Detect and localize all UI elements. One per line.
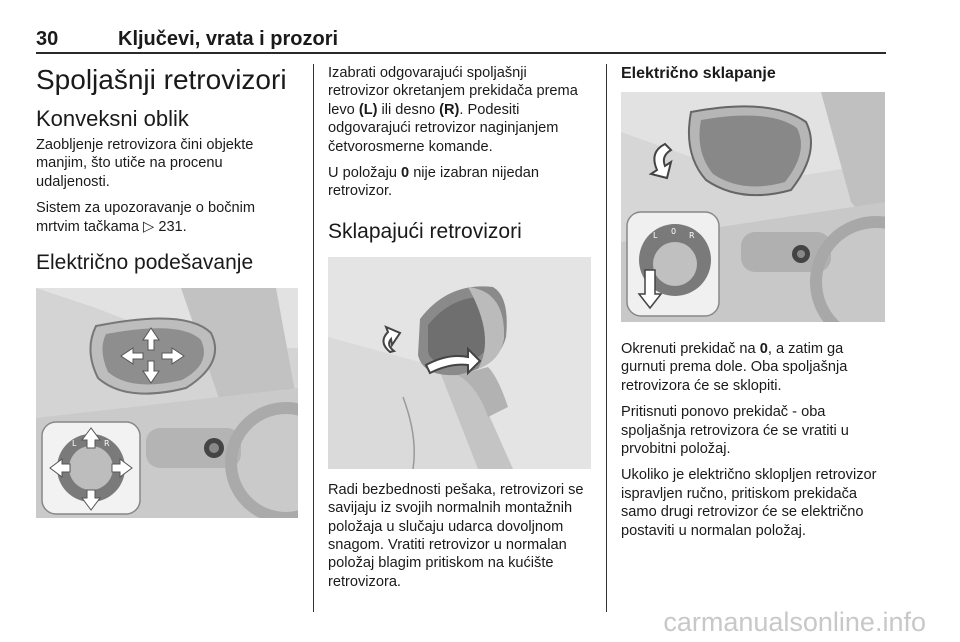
paragraph [36, 199, 298, 236]
paragraph [328, 64, 591, 156]
paragraph [621, 340, 885, 395]
section-heading: Sklapajući retrovizori [328, 219, 522, 243]
switch-label-zero: 0 [671, 227, 677, 236]
column-2 [328, 64, 591, 599]
column-3 [621, 64, 885, 548]
column-divider [606, 64, 607, 612]
paragraph: Zaobljenje retrovizora čini objekte manjim, što utiče na procenu udaljenosti. [36, 137, 254, 190]
section-heading: Spoljašnji retrovizori [36, 64, 287, 95]
watermark: carmanualsonline.info [663, 607, 926, 637]
switch-label-right: R [689, 231, 695, 240]
subsection-heading: Električno sklapanje [621, 65, 776, 82]
column-divider [313, 64, 314, 612]
paragraph: Ukoliko je električno sklopljen retrovizor ispravljen ručno, pritiskom prekidača samo drugi retrovizor će se električno postaviti u normalan položaj. [621, 467, 877, 539]
text-bold: 0 [401, 165, 410, 182]
text: Izabrati odgovarajući spoljašnji retrovizor okretanjem prekidača prema levo [328, 65, 578, 118]
text: nije izabran nijedan retrovizor. [328, 165, 539, 200]
page-ref-arrow-icon: ▷ [143, 218, 155, 235]
subsection-heading: Konveksni oblik [36, 106, 189, 131]
text-bold: 0 [759, 341, 768, 357]
page-header [36, 28, 886, 54]
chapter-title: Ključevi, vrata i prozori [118, 28, 339, 50]
page-number: 30 [36, 28, 59, 50]
section-heading: Električno podešavanje [36, 251, 254, 275]
column-1 [36, 64, 298, 518]
mirror-adjust-illustration [36, 288, 298, 518]
page-ref-link[interactable]: 231. [158, 218, 187, 235]
switch-label-left: L [72, 439, 77, 449]
paragraph [328, 164, 591, 201]
text: Okrenuti prekidač na [621, 341, 760, 357]
switch-label-left: L [653, 231, 658, 240]
paragraph: Radi bezbednosti pešaka, retrovizori se savijaju iz svojih normalnih montažnih položaja u slučaju udarca dovoljnom snagom. Vratiti retrovizor u normalan položaj blagim pritiskom na kućište retrovizora. [328, 481, 584, 590]
folding-mirror-illustration [328, 257, 591, 469]
text: , a zatim ga gurnuti prema dole. Oba spoljašnja retrovizora će se sklopiti. [621, 341, 848, 394]
text: Sistem za upozoravanje o bočnim mrtvim tačkama [36, 200, 256, 235]
switch-label-right: R [104, 439, 110, 449]
paragraph: Pritisnuti ponovo prekidač - oba spoljašnja retrovizora će se vratiti u prvobitni položaj. [621, 404, 849, 458]
text: . Podesiti odgovarajući retrovizor naginjanjem četvorosmerne komande. [328, 101, 559, 155]
electric-folding-illustration [621, 92, 885, 322]
text-bold: (R) [439, 101, 460, 118]
text: U položaju [328, 165, 402, 182]
text: ili desno [377, 101, 440, 118]
text-bold: (L) [358, 101, 378, 118]
